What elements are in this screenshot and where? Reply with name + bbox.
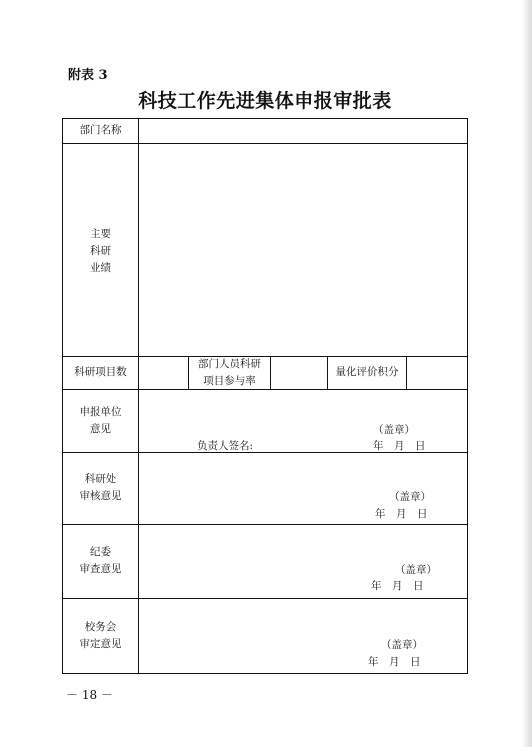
- research-projects-field[interactable]: [139, 357, 188, 389]
- research-office-opinion-label: 科研处 审核意见: [79, 473, 122, 502]
- page-number: － 18 －: [66, 688, 113, 702]
- attachment-label: 附表 3: [68, 68, 108, 83]
- applicant-opinion-label: 申报单位 意见: [79, 406, 122, 435]
- research-projects-label: 科研项目数: [74, 366, 127, 378]
- evaluation-score-label: 量化评价积分: [335, 366, 399, 378]
- date-label: 年 月 日: [368, 656, 421, 668]
- seal-label: （盖章）: [373, 424, 415, 436]
- main-achievements-field[interactable]: [139, 144, 467, 356]
- seal-label: （盖章）: [381, 639, 423, 651]
- participation-rate-label: 部门人员科研 项目参与率: [198, 358, 261, 387]
- seal-label: （盖章）: [395, 564, 437, 576]
- approval-form-table: [62, 118, 468, 674]
- page-edge-shadow: [522, 0, 532, 747]
- seal-label: （盖章）: [389, 491, 431, 503]
- date-label: 年 月 日: [373, 440, 426, 452]
- main-achievements-label: 主要 科研 业绩: [90, 228, 111, 274]
- discipline-committee-opinion-label: 纪委 审查意见: [79, 546, 122, 575]
- date-label: 年 月 日: [375, 508, 428, 520]
- form-title: 科技工作先进集体申报审批表: [138, 90, 392, 112]
- school-committee-opinion-label: 校务会 审定意见: [79, 621, 122, 650]
- row-divider: [63, 524, 467, 525]
- participation-rate-field[interactable]: [271, 357, 327, 389]
- evaluation-score-field[interactable]: [407, 357, 467, 389]
- department-name-field[interactable]: [139, 120, 467, 142]
- department-name-label: 部门名称: [79, 124, 122, 136]
- date-label: 年 月 日: [371, 580, 424, 592]
- row-divider: [63, 598, 467, 599]
- signature-label: 负责人签名:: [197, 440, 254, 452]
